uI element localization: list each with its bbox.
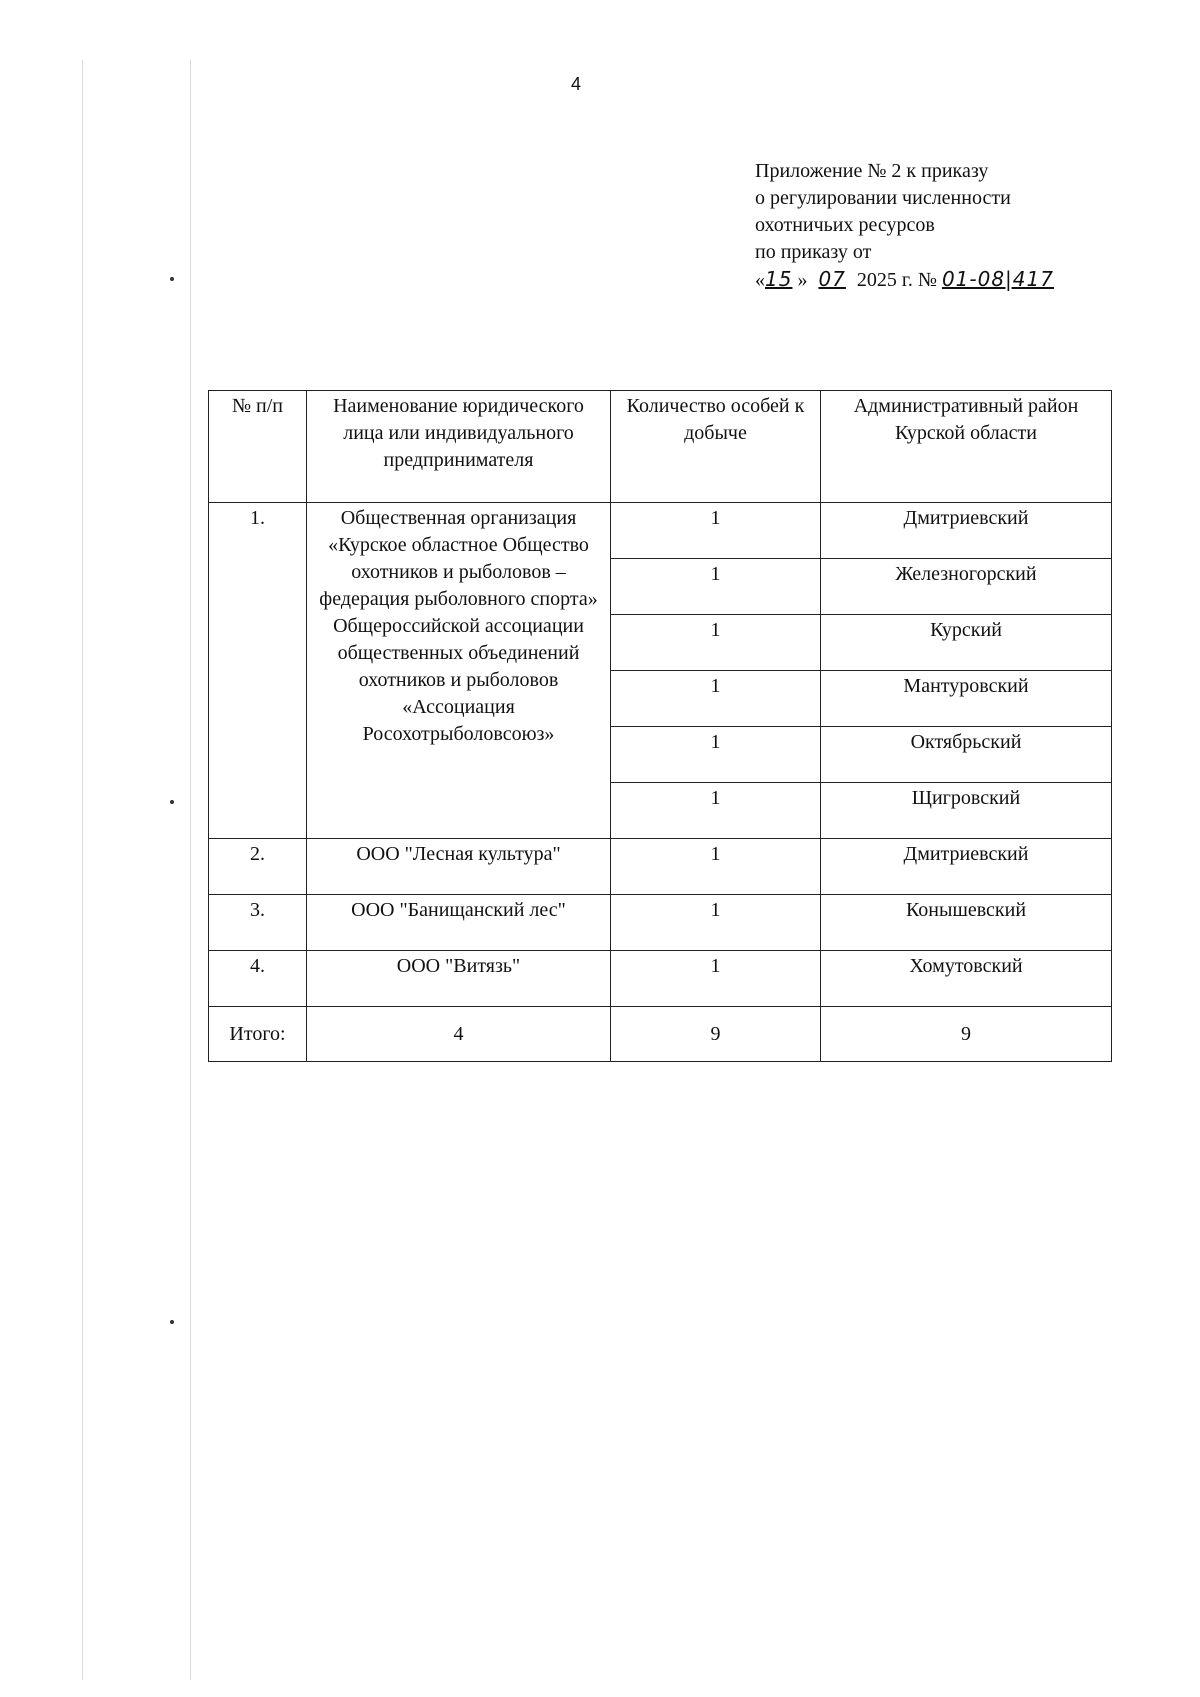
order-number: 01-08|417 xyxy=(941,267,1054,291)
district-cell: Дмитриевский xyxy=(821,503,1112,559)
order-year-text: 2025 г. № xyxy=(856,269,937,291)
quote-open: « xyxy=(755,269,765,291)
district-cell: Щигровский xyxy=(821,783,1112,839)
row-num: 1. xyxy=(209,503,307,839)
district-cell: Октябрьский xyxy=(821,727,1112,783)
count-cell: 1 xyxy=(611,615,821,671)
district-cell: Железногорский xyxy=(821,559,1112,615)
district-cell: Курский xyxy=(821,615,1112,671)
count-cell: 1 xyxy=(611,671,821,727)
total-count: 9 xyxy=(611,1007,821,1062)
appendix-line-3: охотничьих ресурсов xyxy=(755,214,935,236)
table-row xyxy=(209,839,1112,895)
appendix-line-2: о регулировании численности xyxy=(755,187,1011,209)
count-cell: 1 xyxy=(611,727,821,783)
appendix-line-4: по приказу от xyxy=(755,241,872,263)
appendix-line-1: Приложение № 2 к приказу xyxy=(755,160,989,182)
district-cell: Мантуровский xyxy=(821,671,1112,727)
order-date-line xyxy=(755,266,1175,294)
total-districts: 9 xyxy=(821,1007,1112,1062)
total-row xyxy=(209,1007,1112,1062)
count-cell: 1 xyxy=(611,783,821,839)
header-name: Наименование юридического лица или индивидуального предпринимателя xyxy=(307,391,611,503)
quota-table xyxy=(208,390,1112,1062)
table-header-row xyxy=(209,391,1112,503)
district-cell: Хомутовский xyxy=(821,951,1112,1007)
org-name: ООО "Банищанский лес" xyxy=(307,895,611,951)
margin-dot xyxy=(170,1320,174,1324)
table-row xyxy=(209,503,1112,559)
header-district: Административный район Курской области xyxy=(821,391,1112,503)
total-orgs: 4 xyxy=(307,1007,611,1062)
org-name: ООО "Лесная культура" xyxy=(307,839,611,895)
table-row xyxy=(209,895,1112,951)
order-day: 15 xyxy=(765,267,793,291)
count-cell: 1 xyxy=(611,503,821,559)
org-name: Общественная организация «Курское областное Общество охотников и рыболовов – федерация рыболовного спорта» Общероссийской ассоциации общественных объединений охотников и рыболовов «Ассоциация Росохотрыболовсоюз» xyxy=(307,503,611,839)
quote-close: » xyxy=(797,269,808,291)
count-cell: 1 xyxy=(611,839,821,895)
header-count: Количество особей к добыче xyxy=(611,391,821,503)
org-name: ООО "Витязь" xyxy=(307,951,611,1007)
order-month: 07 xyxy=(818,267,846,291)
row-num: 2. xyxy=(209,839,307,895)
total-label: Итого: xyxy=(209,1007,307,1062)
count-cell: 1 xyxy=(611,895,821,951)
header-num: № п/п xyxy=(209,391,307,503)
margin-dot xyxy=(170,277,174,281)
table-row xyxy=(209,951,1112,1007)
row-num: 3. xyxy=(209,895,307,951)
scan-margin-line xyxy=(190,60,191,1680)
page-number: 4 xyxy=(571,74,582,94)
margin-dot xyxy=(170,800,174,804)
district-cell: Дмитриевский xyxy=(821,839,1112,895)
scan-margin-line xyxy=(82,60,83,1680)
row-num: 4. xyxy=(209,951,307,1007)
district-cell: Конышевский xyxy=(821,895,1112,951)
count-cell: 1 xyxy=(611,559,821,615)
appendix-header xyxy=(755,158,1175,294)
count-cell: 1 xyxy=(611,951,821,1007)
